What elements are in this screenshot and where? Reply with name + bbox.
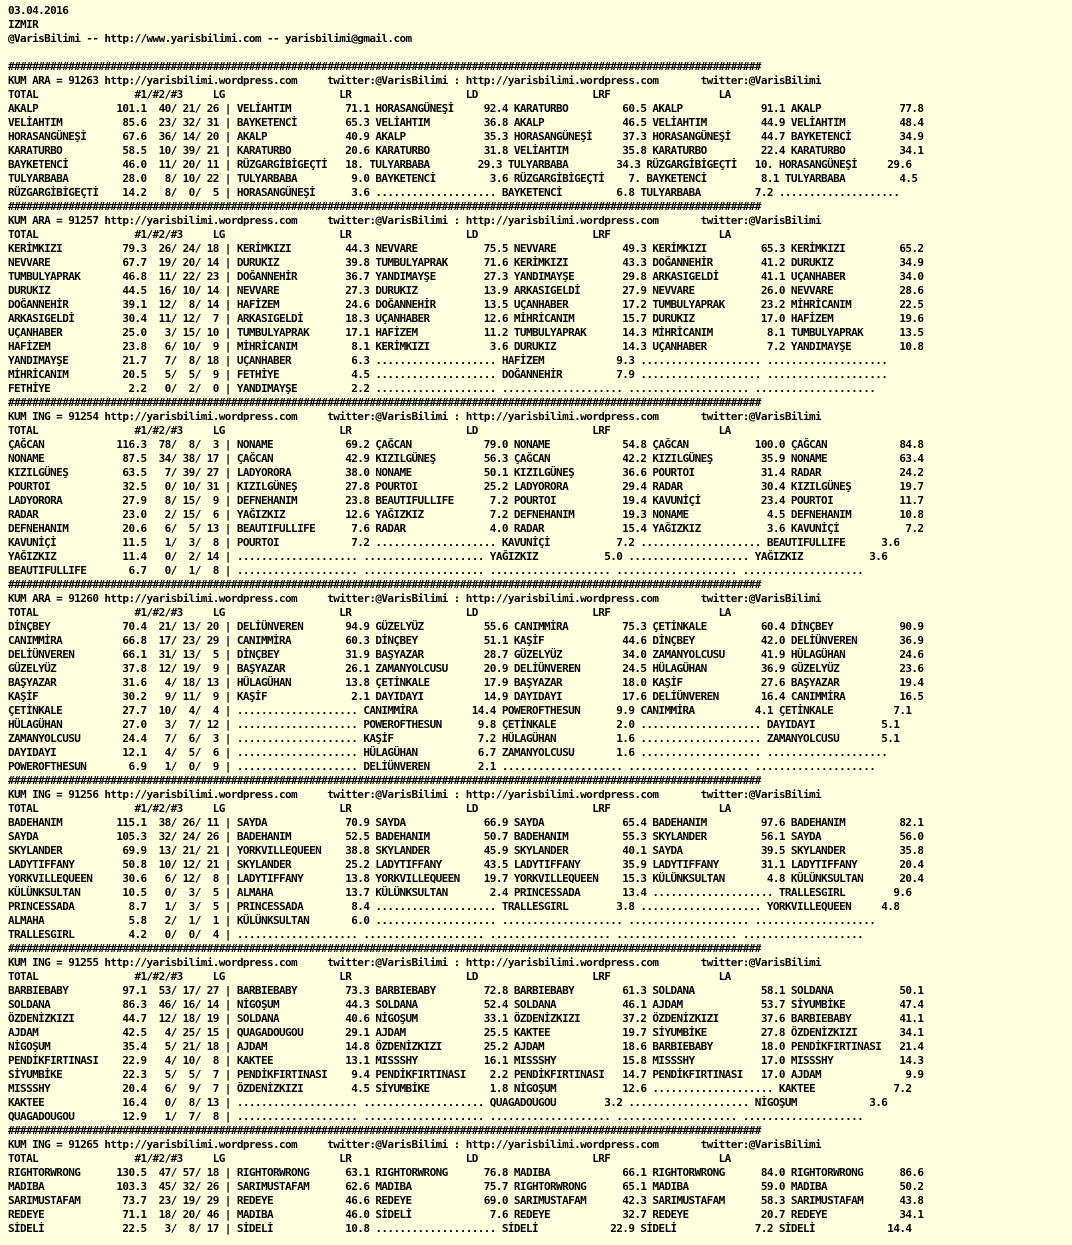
table-row: ALMAHA 5.8 2/ 1/ 1 | KÜLÜNKSULTAN 6.0 .................... .................... .................... .................... — [8, 914, 876, 927]
table-row: BARBIEBABY 97.1 53/ 17/ 27 | BARBIEBABY 73.3 BARBIEBABY 72.8 BARBIEBABY 61.3 SOLDANA 58.1 SOLDANA 50.1 — [8, 984, 924, 997]
column-header: TOTAL #1/#2/#3 LG LR LD LRF LA — [8, 1152, 731, 1165]
table-row: KAKTEE 16.4 0/ 8/ 13 | .................... .................... QUAGADOUGOU 3.2 .................... NİGOŞUM 3.6 — [8, 1096, 888, 1109]
table-row: BAYKETENCİ 46.0 11/ 20/ 11 | RÜZGARGİBİGEÇTİ 18. TULYARBABA 29.3 TULYARBABA 34.3 RÜZGARGİBİGEÇTİ 10. HORASANGÜNEŞİ 29.6 — [8, 158, 912, 171]
table-row: DİNÇBEY 70.4 21/ 13/ 20 | DELİÜNVEREN 94.9 GÜZELYÜZ 55.6 CANIMMİRA 75.3 ÇETİNKALE 60.4 DİNÇBEY 90.9 — [8, 620, 924, 633]
table-row: NONAME 87.5 34/ 38/ 17 | ÇAĞCAN 42.9 KIZILGÜNEŞ 56.3 ÇAĞCAN 42.2 KIZILGÜNEŞ 35.9 NONAME 63.4 — [8, 452, 924, 465]
separator-line: ############################################################################################################################# — [8, 1124, 761, 1137]
separator-line: ############################################################################################################################# — [8, 578, 761, 591]
table-row: KIZILGÜNEŞ 63.5 7/ 39/ 27 | LADYORORA 38.0 NONAME 50.1 KIZILGÜNEŞ 36.6 POURTOI 31.4 RADAR 24.2 — [8, 466, 924, 479]
table-row: DURUKIZ 44.5 16/ 10/ 14 | NEVVARE 27.3 DURUKIZ 13.9 ARKASIGELDİ 27.9 NEVVARE 26.0 NEVVARE 28.6 — [8, 284, 924, 297]
race-header: KUM ING = 91265 http://yarisbilimi.wordpress.com twitter:@VarisBilimi : http://yarisbilimi.wordpress.com twitter:@VarisBilimi — [8, 1138, 822, 1151]
table-row: PENDİKFIRTINASI 22.9 4/ 10/ 8 | KAKTEE 13.1 MISSSHY 16.1 MISSSHY 15.8 MISSSHY 17.0 MISSSHY 14.3 — [8, 1054, 924, 1067]
column-header: TOTAL #1/#2/#3 LG LR LD LRF LA — [8, 802, 731, 815]
report-contact: @VarisBilimi -- http://www.yarisbilimi.com -- yarisbilimi@gmail.com — [8, 32, 412, 45]
table-row: SARIMUSTAFAM 73.7 23/ 19/ 29 | REDEYE 46.6 REDEYE 69.0 SARIMUSTAFAM 42.3 SARIMUSTAFAM 58.3 SARIMUSTAFAM 43.8 — [8, 1194, 924, 1207]
table-row: TRALLESGIRL 4.2 0/ 0/ 4 | .................... .................... .................... .................... .................... — [8, 928, 864, 941]
column-header: TOTAL #1/#2/#3 LG LR LD LRF LA — [8, 228, 731, 241]
table-row: AKALP 101.1 40/ 21/ 26 | VELİAHTIM 71.1 HORASANGÜNEŞİ 92.4 KARATURBO 60.5 AKALP 91.1 AKALP 77.8 — [8, 102, 924, 115]
table-row: TUMBULYAPRAK 46.8 11/ 22/ 23 | DOĞANNEHİR 36.7 YANDIMAYŞE 27.3 YANDIMAYŞE 29.8 ARKASIGELDİ 41.1 UÇANHABER 34.0 — [8, 270, 924, 283]
table-row: GÜZELYÜZ 37.8 12/ 19/ 9 | BAŞYAZAR 26.1 ZAMANYOLCUSU 20.9 DELİÜNVEREN 24.5 HÜLAGÜHAN 36.9 GÜZELYÜZ 23.6 — [8, 662, 924, 675]
table-row: KAVUNİÇİ 11.5 1/ 3/ 8 | POURTOI 7.2 .................... KAVUNİÇİ 7.2 .................... BEAUTIFULLIFE 3.6 — [8, 536, 900, 549]
separator-line: ############################################################################################################################# — [8, 200, 761, 213]
report-city: IZMIR — [8, 18, 39, 31]
race-header: KUM ING = 91254 http://yarisbilimi.wordpress.com twitter:@VarisBilimi : http://yarisbilimi.wordpress.com twitter:@VarisBilimi — [8, 410, 822, 423]
table-row: KAŞİF 30.2 9/ 11/ 9 | KAŞİF 2.1 DAYIDAYI 14.9 DAYIDAYI 17.6 DELİÜNVEREN 16.4 CANIMMİRA 16.5 — [8, 690, 924, 703]
table-row: MİHRİCANIM 20.5 5/ 5/ 9 | FETHİYE 4.5 .................... DOĞANNEHİR 7.9 .................... .................... — [8, 368, 888, 381]
table-row: BEAUTIFULLIFE 6.7 0/ 1/ 8 | .................... .................... .................... .................... .................... — [8, 564, 864, 577]
column-header: TOTAL #1/#2/#3 LG LR LD LRF LA — [8, 424, 731, 437]
table-row: SİDELİ 22.5 3/ 8/ 17 | SİDELİ 10.8 .................... SİDELİ 22.9 SİDELİ 7.2 SİDELİ 14.4 — [8, 1222, 912, 1235]
table-row: YAĞIZKIZ 11.4 0/ 2/ 14 | .................... .................... YAĞIZKIZ 5.0 .................... YAĞIZKIZ 3.6 — [8, 550, 888, 563]
table-row: SİYUMBİKE 22.3 5/ 5/ 7 | PENDİKFIRTINASI 9.4 PENDİKFIRTINASI 2.2 PENDİKFIRTINASI 14.7 PENDİKFIRTINASI 17.0 AJDAM 9.9 — [8, 1068, 924, 1081]
report-date: 03.04.2016 — [8, 4, 69, 17]
table-row: QUAGADOUGOU 12.9 1/ 7/ 8 | .................... .................... .................... .................... .................... — [8, 1110, 864, 1123]
table-row: SOLDANA 86.3 46/ 16/ 14 | NİGOŞUM 44.3 SOLDANA 52.4 SOLDANA 46.1 AJDAM 53.7 SİYUMBİKE 47.4 — [8, 998, 924, 1011]
table-row: REDEYE 71.1 18/ 20/ 46 | MADIBA 46.0 SİDELİ 7.6 REDEYE 32.7 REDEYE 20.7 REDEYE 34.1 — [8, 1208, 924, 1221]
table-row: SKYLANDER 69.9 13/ 21/ 21 | YORKVILLEQUEEN 38.8 SKYLANDER 45.9 SKYLANDER 40.1 SAYDA 39.5 SKYLANDER 35.8 — [8, 844, 924, 857]
table-row: MADIBA 103.3 45/ 32/ 26 | SARIMUSTAFAM 62.6 MADIBA 75.7 RIGHTORWRONG 65.1 MADIBA 59.0 MADIBA 50.2 — [8, 1180, 924, 1193]
column-header: TOTAL #1/#2/#3 LG LR LD LRF LA — [8, 606, 731, 619]
table-row: KÜLÜNKSULTAN 10.5 0/ 3/ 5 | ALMAHA 13.7 KÜLÜNKSULTAN 2.4 PRINCESSADA 13.4 .................... TRALLESGIRL 9.6 — [8, 886, 912, 899]
table-row: DAYIDAYI 12.1 4/ 5/ 6 | .................... HÜLAGÜHAN 6.7 ZAMANYOLCUSU 1.6 .................... .................... — [8, 746, 888, 759]
table-row: DELİÜNVEREN 66.1 31/ 13/ 5 | DİNÇBEY 31.9 BAŞYAZAR 28.7 GÜZELYÜZ 34.0 ZAMANYOLCUSU 41.9 HÜLAGÜHAN 24.6 — [8, 648, 924, 661]
table-row: ÇETİNKALE 27.7 10/ 4/ 4 | .................... CANIMMİRA 14.4 POWEROFTHESUN 9.9 CANIMMİRA 4.1 ÇETİNKALE 7.1 — [8, 704, 912, 717]
column-header: TOTAL #1/#2/#3 LG LR LD LRF LA — [8, 88, 731, 101]
table-row: TULYARBABA 28.0 8/ 10/ 22 | TULYARBABA 9.0 BAYKETENCİ 3.6 RÜZGARGİBİGEÇTİ 7. BAYKETENCİ 8.1 TULYARBABA 4.5 — [8, 172, 918, 185]
table-row: RIGHTORWRONG 130.5 47/ 57/ 18 | RIGHTORWRONG 63.1 RIGHTORWRONG 76.8 MADIBA 66.1 RIGHTORWRONG 84.0 RIGHTORWRONG 86.6 — [8, 1166, 924, 1179]
table-row: ARKASIGELDİ 30.4 11/ 12/ 7 | ARKASIGELDİ 18.3 UÇANHABER 12.6 MİHRİCANIM 15.7 DURUKIZ 17.0 HAFİZEM 19.6 — [8, 312, 924, 325]
race-header: KUM ING = 91256 http://yarisbilimi.wordpress.com twitter:@VarisBilimi : http://yarisbilimi.wordpress.com twitter:@VarisBilimi — [8, 788, 822, 801]
table-row: FETHİYE 2.2 0/ 2/ 0 | YANDIMAYŞE 2.2 .................... .................... .................... .................... — [8, 382, 876, 395]
race-header: KUM ARA = 91260 http://yarisbilimi.wordpress.com twitter:@VarisBilimi : http://yarisbilimi.wordpress.com twitter:@VarisBilimi — [8, 592, 822, 605]
separator-line: ############################################################################################################################# — [8, 942, 761, 955]
table-row: NEVVARE 67.7 19/ 20/ 14 | DURUKIZ 39.8 TUMBULYAPRAK 71.6 KERİMKIZI 43.3 DOĞANNEHİR 41.2 DURUKIZ 34.9 — [8, 256, 924, 269]
table-row: HÜLAGÜHAN 27.0 3/ 7/ 12 | .................... POWEROFTHESUN 9.8 ÇETİNKALE 2.0 .................... DAYIDAYI 5.1 — [8, 718, 900, 731]
race-header: KUM ING = 91255 http://yarisbilimi.wordpress.com twitter:@VarisBilimi : http://yarisbilimi.wordpress.com twitter:@VarisBilimi — [8, 956, 822, 969]
race-header: KUM ARA = 91263 http://yarisbilimi.wordpress.com twitter:@VarisBilimi : http://yarisbilimi.wordpress.com twitter:@VarisBilimi — [8, 74, 822, 87]
blank-line — [8, 46, 1072, 60]
table-row: PRINCESSADA 8.7 1/ 3/ 5 | PRINCESSADA 8.4 .................... TRALLESGIRL 3.8 .................... YORKVILLEQUEEN 4.8 — [8, 900, 900, 913]
table-row: BADEHANIM 115.1 38/ 26/ 11 | SAYDA 70.9 SAYDA 66.9 SAYDA 65.4 BADEHANIM 97.6 BADEHANIM 82.1 — [8, 816, 924, 829]
table-row: ZAMANYOLCUSU 24.4 7/ 6/ 3 | .................... KAŞİF 7.2 HÜLAGÜHAN 1.6 .................... ZAMANYOLCUSU 5.1 — [8, 732, 900, 745]
table-row: KERİMKIZI 79.3 26/ 24/ 18 | KERİMKIZI 44.3 NEVVARE 75.5 NEVVARE 49.3 KERİMKIZI 65.3 KERİMKIZI 65.2 — [8, 242, 924, 255]
table-row: DEFNEHANIM 20.6 6/ 5/ 13 | BEAUTIFULLIFE 7.6 RADAR 4.0 RADAR 15.4 YAĞIZKIZ 3.6 KAVUNİÇİ 7.2 — [8, 522, 924, 535]
table-row: NİGOŞUM 35.4 5/ 21/ 18 | AJDAM 14.8 ÖZDENİZKIZI 25.2 AJDAM 18.6 BARBIEBABY 18.0 PENDİKFIRTINASI 21.4 — [8, 1040, 924, 1053]
table-row: YANDIMAYŞE 21.7 7/ 8/ 18 | UÇANHABER 6.3 .................... HAFİZEM 9.3 .................... .................... — [8, 354, 888, 367]
column-header: TOTAL #1/#2/#3 LG LR LD LRF LA — [8, 970, 731, 983]
table-row: UÇANHABER 25.0 3/ 15/ 10 | TUMBULYAPRAK 17.1 HAFİZEM 11.2 TUMBULYAPRAK 14.3 MİHRİCANIM 8.1 TUMBULYAPRAK 13.5 — [8, 326, 924, 339]
report-body — [8, 60, 1072, 1236]
table-row: HAFİZEM 23.8 6/ 10/ 9 | MİHRİCANIM 8.1 KERİMKIZI 3.6 DURUKIZ 14.3 UÇANHABER 7.2 YANDIMAYŞE 10.8 — [8, 340, 924, 353]
table-row: RÜZGARGİBİGEÇTİ 14.2 8/ 0/ 5 | HORASANGÜNEŞİ 3.6 .................... BAYKETENCİ 6.8 TULYARBABA 7.2 .................... — [8, 186, 900, 199]
table-row: RADAR 23.0 2/ 15/ 6 | YAĞIZKIZ 12.6 YAĞIZKIZ 7.2 DEFNEHANIM 19.3 NONAME 4.5 DEFNEHANIM 10.8 — [8, 508, 924, 521]
table-row: ÇAĞCAN 116.3 78/ 8/ 3 | NONAME 69.2 ÇAĞCAN 79.0 NONAME 54.8 ÇAĞCAN 100.0 ÇAĞCAN 84.8 — [8, 438, 924, 451]
table-row: VELİAHTIM 85.6 23/ 32/ 31 | BAYKETENCİ 65.3 VELİAHTIM 36.8 AKALP 46.5 VELİAHTIM 44.9 VELİAHTIM 48.4 — [8, 116, 924, 129]
separator-line: ############################################################################################################################# — [8, 396, 761, 409]
separator-line: ############################################################################################################################# — [8, 60, 761, 73]
table-row: LADYORORA 27.9 8/ 15/ 9 | DEFNEHANIM 23.8 BEAUTIFULLIFE 7.2 POURTOI 19.4 KAVUNİÇİ 23.4 POURTOI 11.7 — [8, 494, 924, 507]
table-row: SAYDA 105.3 32/ 24/ 26 | BADEHANIM 52.5 BADEHANIM 50.7 BADEHANIM 55.3 SKYLANDER 56.1 SAYDA 56.0 — [8, 830, 924, 843]
table-row: HORASANGÜNEŞİ 67.6 36/ 14/ 20 | AKALP 40.9 AKALP 35.3 HORASANGÜNEŞİ 37.3 HORASANGÜNEŞİ 44.7 BAYKETENCİ 34.9 — [8, 130, 924, 143]
separator-line: ############################################################################################################################# — [8, 774, 761, 787]
table-row: MISSSHY 20.4 6/ 9/ 7 | ÖZDENİZKIZI 4.5 SİYUMBİKE 1.8 NİGOŞUM 12.6 .................... KAKTEE 7.2 — [8, 1082, 912, 1095]
race-header: KUM ARA = 91257 http://yarisbilimi.wordpress.com twitter:@VarisBilimi : http://yarisbilimi.wordpress.com twitter:@VarisBilimi — [8, 214, 822, 227]
table-row: LADYTIFFANY 50.8 10/ 12/ 21 | SKYLANDER 25.2 LADYTIFFANY 43.5 LADYTIFFANY 35.9 LADYTIFFANY 31.1 LADYTIFFANY 20.4 — [8, 858, 924, 871]
table-row: KARATURBO 58.5 10/ 39/ 21 | KARATURBO 20.6 KARATURBO 31.8 VELİAHTIM 35.8 KARATURBO 22.4 KARATURBO 34.1 — [8, 144, 924, 157]
table-row: POURTOI 32.5 0/ 10/ 31 | KIZILGÜNEŞ 27.8 POURTOI 25.2 LADYORORA 29.4 RADAR 30.4 KIZILGÜNEŞ 19.7 — [8, 480, 924, 493]
table-row: DOĞANNEHİR 39.1 12/ 8/ 14 | HAFİZEM 24.6 DOĞANNEHİR 13.5 UÇANHABER 17.2 TUMBULYAPRAK 23.2 MİHRİCANIM 22.5 — [8, 298, 924, 311]
table-row: BAŞYAZAR 31.6 4/ 18/ 13 | HÜLAGÜHAN 13.8 ÇETİNKALE 17.9 BAŞYAZAR 18.0 KAŞİF 27.6 BAŞYAZAR 19.4 — [8, 676, 924, 689]
table-row: CANIMMİRA 66.8 17/ 23/ 29 | CANIMMİRA 60.3 DİNÇBEY 51.1 KAŞİF 44.6 DİNÇBEY 42.0 DELİÜNVEREN 36.9 — [8, 634, 924, 647]
table-row: AJDAM 42.5 4/ 25/ 15 | QUAGADOUGOU 29.1 AJDAM 25.5 KAKTEE 19.7 SİYUMBİKE 27.8 ÖZDENİZKIZI 34.1 — [8, 1026, 924, 1039]
table-row: YORKVILLEQUEEN 30.6 6/ 12/ 8 | LADYTIFFANY 13.8 YORKVILLEQUEEN 19.7 YORKVILLEQUEEN 15.3 KÜLÜNKSULTAN 4.8 KÜLÜNKSULTAN 20.4 — [8, 872, 924, 885]
table-row: ÖZDENİZKIZI 44.7 12/ 18/ 19 | SOLDANA 40.6 NİGOŞUM 33.1 ÖZDENİZKIZI 37.2 ÖZDENİZKIZI 37.6 BARBIEBABY 41.1 — [8, 1012, 924, 1025]
table-row: POWEROFTHESUN 6.9 1/ 0/ 9 | .................... DELİÜNVEREN 2.1 .................... .................... .................... — [8, 760, 876, 773]
